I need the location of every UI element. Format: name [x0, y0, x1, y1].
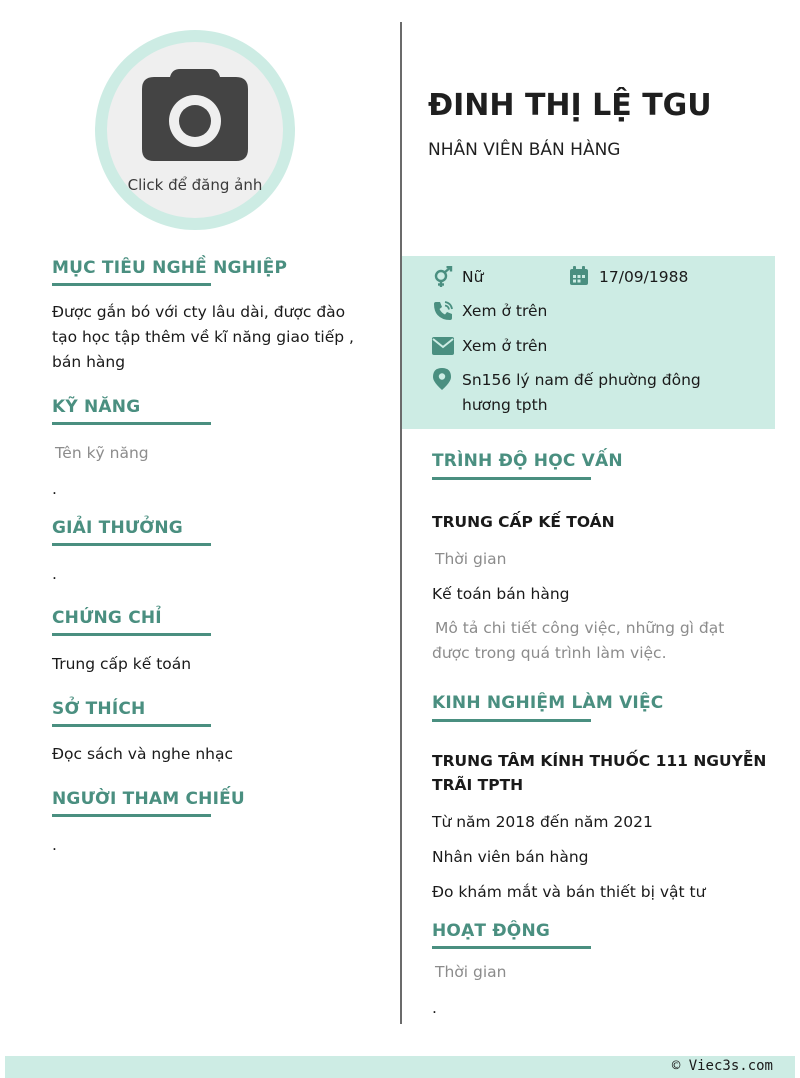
experience-time: Từ năm 2018 đến năm 2021 [432, 813, 653, 831]
education-school: TRUNG CẤP KẾ TOÁN [432, 513, 615, 531]
experience-position: Nhân viên bán hàng [432, 848, 589, 866]
education-underline [432, 477, 591, 480]
objective-line-1: Được gắn bó với cty lâu dài, được đào [52, 303, 346, 321]
references-title: NGƯỜI THAM CHIẾU [52, 789, 245, 809]
candidate-name: ĐINH THỊ LỆ TGU [428, 88, 712, 123]
education-desc-line-1: Mô tả chi tiết công việc, những gì đạt [435, 619, 725, 637]
photo-placeholder[interactable] [107, 42, 283, 218]
column-divider [400, 22, 402, 1024]
hobbies-underline [52, 724, 211, 727]
education-major: Kế toán bán hàng [432, 585, 570, 603]
references-value: . [52, 836, 57, 854]
experience-company-line-2: TRÃI TPTH [432, 776, 524, 794]
activities-underline [432, 946, 591, 949]
skills-underline [52, 422, 211, 425]
address-line-1: Sn156 lý nam đế phường đông [462, 371, 701, 389]
certificates-title: CHỨNG CHỈ [52, 608, 162, 628]
education-time: Thời gian [435, 550, 507, 568]
experience-underline [432, 719, 591, 722]
email-value: Xem ở trên [462, 337, 548, 355]
skill-name-placeholder: Tên kỹ năng [55, 444, 149, 462]
footer-bar [5, 1056, 795, 1078]
experience-company-line-1: TRUNG TÂM KÍNH THUỐC 111 NGUYỄN [432, 752, 767, 770]
awards-title: GIẢI THƯỞNG [52, 518, 183, 538]
birthday-value: 17/09/1988 [599, 268, 689, 286]
activities-title: HOẠT ĐỘNG [432, 921, 551, 941]
skill-value: . [52, 480, 57, 498]
certificates-value: Trung cấp kế toán [52, 655, 192, 673]
hobbies-value: Đọc sách và nghe nhạc [52, 745, 234, 763]
camera-icon [140, 67, 250, 163]
awards-value: . [52, 565, 57, 583]
activities-value: . [432, 999, 437, 1017]
email-icon [432, 337, 454, 355]
phone-value: Xem ở trên [462, 302, 548, 320]
experience-title: KINH NGHIỆM LÀM VIỆC [432, 693, 664, 713]
phone-icon [432, 300, 454, 322]
awards-underline [52, 543, 211, 546]
contact-panel [402, 256, 775, 429]
location-icon [433, 368, 451, 390]
activities-time: Thời gian [435, 963, 507, 981]
photo-upload-label: Click để đăng ảnh [127, 176, 263, 194]
objective-line-3: bán hàng [52, 353, 126, 371]
certificates-underline [52, 633, 211, 636]
hobbies-title: SỞ THÍCH [52, 699, 146, 719]
photo-upload[interactable] [95, 30, 295, 230]
objective-line-2: tạo học tập thêm về kĩ năng giao tiếp , [52, 328, 354, 346]
calendar-icon [569, 266, 589, 286]
education-desc-line-2: được trong quá trình làm việc. [432, 644, 667, 662]
footer-copyright: © Viec3s.com [671, 1058, 773, 1074]
objective-underline [52, 283, 211, 286]
references-underline [52, 814, 211, 817]
gender-icon [432, 266, 454, 288]
objective-title: MỤC TIÊU NGHỀ NGHIỆP [52, 258, 288, 278]
experience-desc: Đo khám mắt và bán thiết bị vật tư [432, 883, 706, 901]
candidate-role: NHÂN VIÊN BÁN HÀNG [428, 140, 621, 160]
skills-title: KỸ NĂNG [52, 397, 141, 417]
gender-value: Nữ [462, 268, 484, 286]
education-title: TRÌNH ĐỘ HỌC VẤN [432, 451, 623, 471]
address-line-2: hương tpth [462, 396, 548, 414]
